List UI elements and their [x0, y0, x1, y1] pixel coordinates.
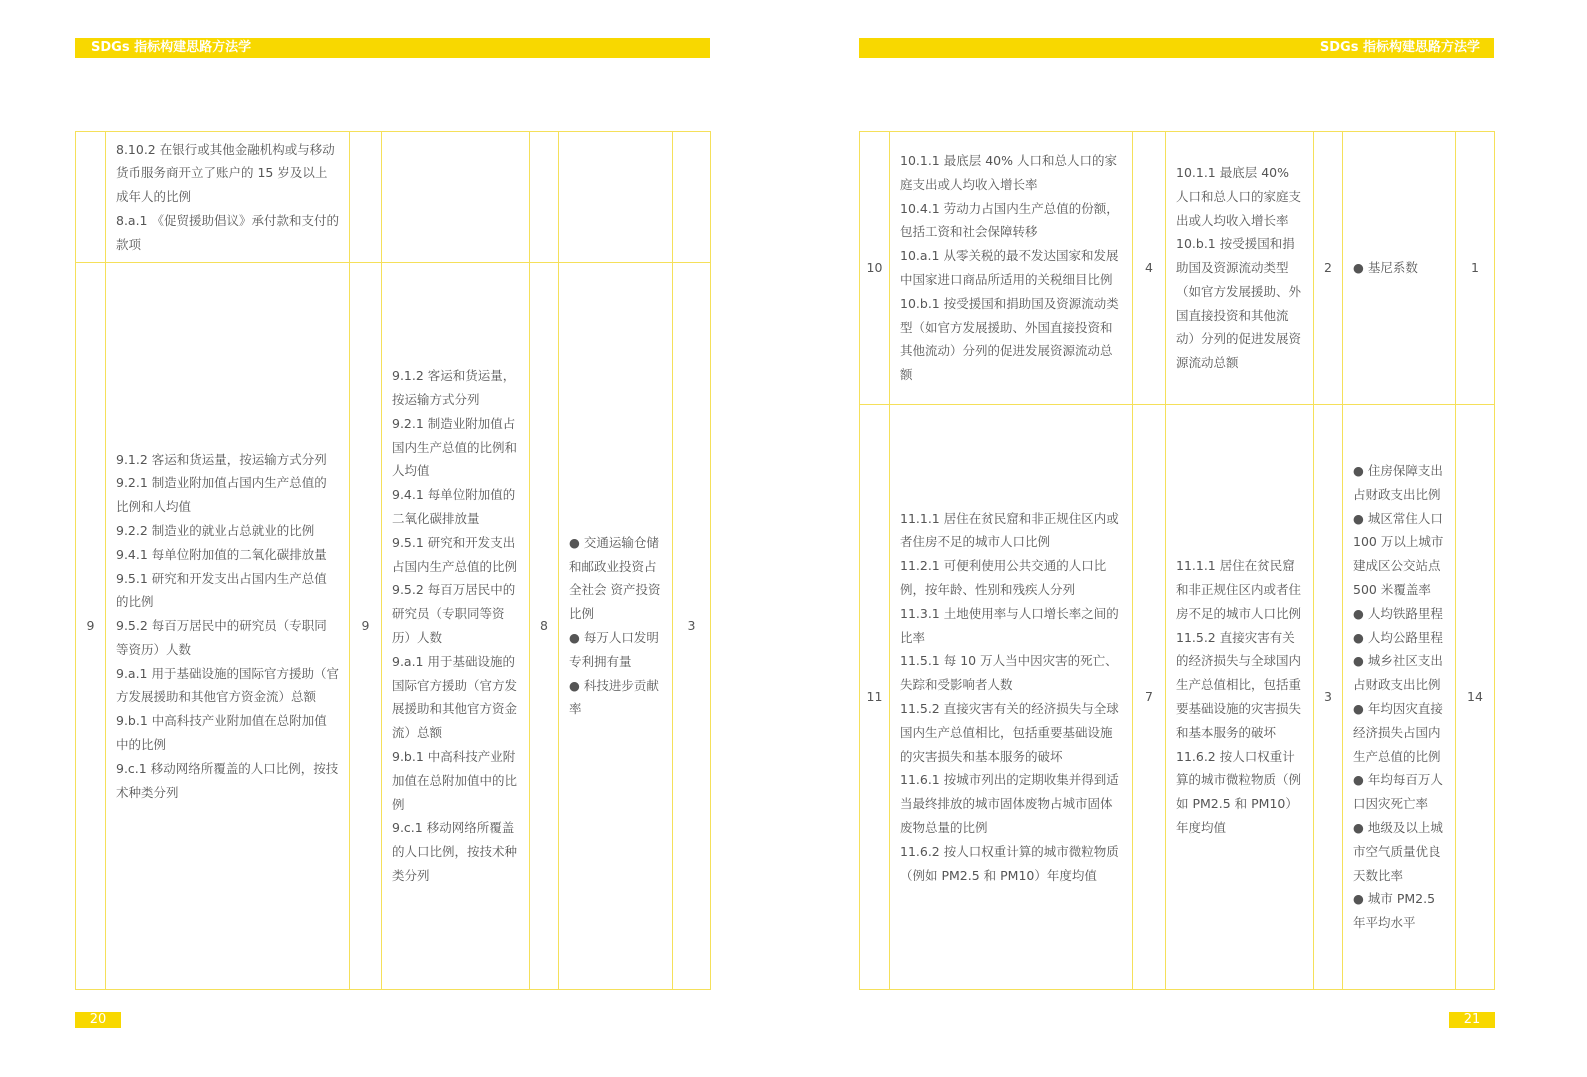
page-number-left: 20	[75, 1012, 121, 1028]
indicator-item: 9.1.2 客运和货运量，按运输方式分列	[392, 368, 516, 408]
indicator-item: 11.2.1 可便利使用公共交通的人口比例，按年龄、性别和残疾人分列	[900, 558, 1107, 598]
selected-count: 2	[1314, 132, 1343, 405]
indicator-item: ● 地级及以上城市空气质量优良天数比率	[1353, 819, 1443, 883]
indicator-item: 9.5.1 研究和开发支出占国内生产总值的比例	[392, 534, 518, 574]
indicator-item: 10.4.1 劳动力占国内生产总值的份额，包括工资和社会保障转移	[900, 200, 1119, 240]
local-indicators-cell	[1343, 405, 1456, 990]
table-row	[860, 405, 1495, 990]
indicator-item: 9.5.2 每百万居民中的研究员（专职同等资历）人数	[392, 582, 516, 645]
indicator-item: 9.b.1 中高科技产业附加值在总附加值中的比例	[392, 748, 518, 812]
indicator-item: ● 基尼系数	[1353, 260, 1418, 276]
indicator-item: 11.6.2 按人口权重计算的城市微粒物质（例如 PM2.5 和 PM10）年度均值	[900, 843, 1119, 883]
selected-count: 8	[530, 263, 559, 990]
indicator-item: 10.b.1 按受援国和捐助国及资源流动类型（如官方发展援助、外国直接投资和其他流动）分列的促进发展资源流动总额	[1176, 236, 1302, 371]
indicator-item: 9.5.2 每百万居民中的研究员（专职同等资历）人数	[116, 618, 327, 657]
indicator-item: 11.3.1 土地使用率与人口增长率之间的比率	[900, 605, 1119, 645]
indicator-item: 11.5.2 直接灾害有关的经济损失与全球国内生产总值相比，包括重要基础设施的灾害损失和基本服务的破坏	[900, 701, 1119, 764]
indicator-item: 9.b.1 中高科技产业附加值在总附加值中的比例	[116, 713, 327, 753]
table-row	[76, 132, 711, 263]
indicator-item: 11.6.2 按人口权重计算的城市微粒物质（例如 PM2.5 和 PM10）年度均值	[1176, 748, 1302, 835]
indicator-item: ● 城乡社区支出占财政支出比例	[1353, 653, 1443, 693]
indicator-item: 8.a.1 《促贸援助倡议》承付款和支付的款项	[116, 212, 339, 252]
indicator-item: ● 年均每百万人口因灾死亡率	[1353, 772, 1443, 812]
indicator-item: 11.5.2 直接灾害有关的经济损失与全球国内生产总值相比，包括重要基础设施的灾害损失和基本服务的破坏	[1176, 629, 1302, 740]
indicator-item: ● 城市 PM2.5 年平均水平	[1353, 891, 1436, 931]
indicator-item: 9.a.1 用于基础设施的国际官方援助（官方发展援助和其他官方资金流）总额	[392, 653, 518, 741]
indicator-item: 9.c.1 移动网络所覆盖的人口比例，按技术种类分列	[392, 820, 518, 883]
local-count: 1	[1456, 132, 1495, 405]
indicator-item: ● 人均公路里程	[1353, 629, 1443, 645]
selected-count	[530, 132, 559, 263]
local-indicators-cell	[1343, 132, 1456, 405]
indicator-item: 11.5.1 每 10 万人当中因灾害的死亡、失踪和受影响者人数	[900, 653, 1118, 693]
indicator-item: ● 年均因灾直接经济损失占国内生产总值的比例	[1353, 701, 1443, 764]
local-count: 14	[1456, 405, 1495, 990]
indicator-item: ● 每万人口发明专利拥有量	[569, 630, 659, 669]
indicator-item: 10.b.1 按受援国和捐助国及资源流动类型（如官方发展援助、外国直接投资和其他流动）分列的促进发展资源流动总额	[900, 295, 1119, 383]
indicator-item: 9.4.1 每单位附加值的二氧化碳排放量	[392, 487, 516, 527]
indicator-item: 10.1.1 最底层 40% 人口和总人口的家庭支出或人均收入增长率	[900, 153, 1117, 192]
un-indicators-cell	[890, 405, 1133, 990]
local-count	[673, 132, 711, 263]
indicator-item: 11.1.1 居住在贫民窟和非正规住区内或者住房不足的城市人口比例	[1176, 558, 1302, 621]
indicator-item: ● 人均铁路里程	[1353, 605, 1443, 621]
local-count: 3	[673, 263, 711, 990]
local-indicators-cell	[559, 132, 673, 263]
selected-indicators-cell	[1166, 132, 1314, 405]
un-indicators-cell	[106, 132, 350, 263]
un-indicator-count: 9	[350, 263, 382, 990]
indicator-item: 9.2.1 制造业附加值占国内生产总值的比例和人均值	[116, 475, 327, 515]
indicator-table-left	[75, 131, 711, 990]
indicator-item: 11.6.1 按城市列出的定期收集并得到适当最终排放的城市固体废物占城市固体废物总量的比例	[900, 772, 1119, 835]
indicator-item: 10.1.1 最底层 40% 人口和总人口的家庭支出或人均收入增长率	[1176, 164, 1302, 228]
indicator-item: 8.10.2 在银行或其他金融机构或与移动货币服务商开立了账户的 15 岁及以上成年人的比例	[116, 141, 335, 205]
selected-indicators-cell	[382, 132, 530, 263]
indicator-item: 11.1.1 居住在贫民窟和非正规住区内或者住房不足的城市人口比例	[900, 510, 1119, 550]
indicator-item: 9.4.1 每单位附加值的二氧化碳排放量	[116, 546, 327, 562]
indicator-item: ● 城区常住人口 100 万以上城市建成区公交站点 500 米覆盖率	[1353, 510, 1444, 598]
table-row	[76, 263, 711, 990]
indicator-table-right	[859, 131, 1495, 990]
un-indicator-count: 4	[1133, 132, 1166, 405]
indicator-item: ● 住房保障支出占财政支出比例	[1353, 463, 1443, 502]
indicator-item: ● 科技进步贡献率	[569, 677, 659, 717]
local-indicators-cell	[559, 263, 673, 990]
selected-indicators-cell	[1166, 405, 1314, 990]
un-indicator-count	[350, 132, 382, 263]
goal-number: 9	[76, 263, 106, 990]
un-indicators-cell	[106, 263, 350, 990]
goal-number: 10	[860, 132, 890, 405]
un-indicators-cell	[890, 132, 1133, 405]
indicator-item: 10.a.1 从零关税的最不发达国家和发展中国家进口商品所适用的关税细目比例	[900, 248, 1119, 287]
table-row	[860, 132, 1495, 405]
indicator-item: 9.1.2 客运和货运量，按运输方式分列	[116, 451, 327, 467]
selected-indicators-cell	[382, 263, 530, 990]
un-indicator-count: 7	[1133, 405, 1166, 990]
running-header-right: SDGs 指标构建思路方法学	[859, 38, 1494, 58]
indicator-item: ● 交通运输仓储和邮政业投资占全社会 资产投资比例	[569, 534, 661, 622]
indicator-item: 9.a.1 用于基础设施的国际官方援助（官方发展援助和其他官方资金流）总额	[116, 665, 339, 705]
indicator-item: 9.2.2 制造业的就业占总就业的比例	[116, 522, 315, 538]
goal-number	[76, 132, 106, 263]
selected-count: 3	[1314, 405, 1343, 990]
indicator-item: 9.2.1 制造业附加值占国内生产总值的比例和人均值	[392, 415, 518, 479]
indicator-item: 9.5.1 研究和开发支出占国内生产总值的比例	[116, 570, 327, 610]
goal-number: 11	[860, 405, 890, 990]
page-number-right: 21	[1449, 1012, 1495, 1028]
indicator-item: 9.c.1 移动网络所覆盖的人口比例，按技术种类分列	[116, 760, 339, 800]
running-header-left: SDGs 指标构建思路方法学	[75, 38, 710, 58]
